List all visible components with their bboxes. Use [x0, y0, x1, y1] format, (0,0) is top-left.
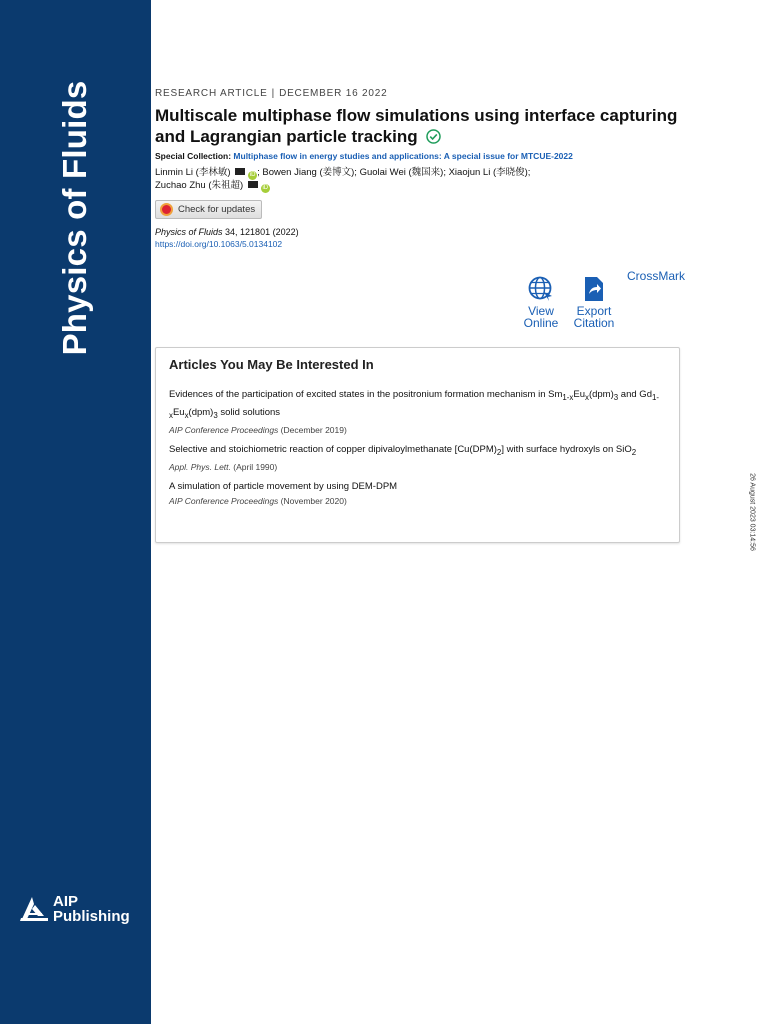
aip-publishing-logo[interactable]	[18, 894, 130, 924]
author-zhu-zuchao[interactable]: Zuchao Zhu (朱祖超)	[155, 180, 244, 191]
article-title: Multiscale multiphase flow simulations using interface capturing and Lagrangian particle tracking	[155, 106, 678, 146]
collection-link[interactable]: Multiphase flow in energy studies and applications: A special issue for MTCUE-2022	[233, 151, 573, 161]
author-list	[155, 167, 685, 193]
related-item-title[interactable]: A simulation of particle movement by using DEM-DPM	[169, 480, 398, 492]
related-item[interactable]	[169, 479, 666, 506]
globe-icon	[528, 276, 554, 302]
related-heading: Articles You May Be Interested In	[169, 357, 374, 372]
related-item[interactable]	[169, 442, 666, 472]
check-for-updates-button[interactable]	[155, 200, 262, 219]
citation-journal: Physics of Fluids	[155, 227, 223, 237]
related-item-title[interactable]: Selective and stoichiometric reaction of copper dipivaloylmethanate $[Cu(DPM)_2]$ with surface hydroxyls on SiO$_2$	[169, 443, 637, 457]
aip-logo-line1: AIP	[53, 893, 79, 910]
related-item[interactable]	[169, 387, 666, 435]
author-li-linmin[interactable]: Linmin Li (李林敏)	[155, 167, 231, 178]
citation-details: 34, 121801 (2022)	[222, 227, 299, 237]
aip-logo-icon	[18, 895, 50, 923]
aip-logo-line2: Publishing	[53, 908, 130, 925]
related-item-source	[169, 496, 666, 506]
special-collection	[155, 151, 685, 161]
journal-name: Physics of Fluids	[56, 80, 93, 356]
related-item-source	[169, 425, 666, 435]
export-citation-line1: Export	[576, 304, 612, 318]
related-source-journal: AIP Conference Proceedings	[169, 495, 279, 506]
view-online-button[interactable]	[521, 276, 561, 329]
check-updates-label: Check for updates	[178, 204, 256, 215]
mail-icon[interactable]	[235, 168, 245, 175]
update-badge-icon	[160, 203, 173, 216]
journal-sidebar	[0, 0, 151, 1024]
article-title-block	[155, 105, 685, 149]
related-source-journal: Appl. Phys. Lett.	[169, 461, 231, 472]
related-source-journal: AIP Conference Proceedings	[169, 424, 279, 435]
export-citation-line2: Citation	[573, 316, 615, 330]
meta-separator: |	[271, 88, 276, 99]
related-source-date: (December 2019)	[278, 424, 347, 435]
doi-link[interactable]: https://doi.org/10.1063/5.0134102	[155, 239, 283, 249]
export-icon	[583, 276, 605, 302]
verified-check-icon[interactable]	[426, 128, 441, 149]
related-source-date: (November 2020)	[278, 495, 347, 506]
orcid-icon[interactable]: iD	[249, 172, 256, 178]
related-articles-box	[155, 347, 680, 543]
citation-line	[155, 227, 685, 237]
download-timestamp: 26 August 2023 03:14:56	[748, 473, 756, 551]
article-type: RESEARCH ARTICLE	[155, 88, 268, 99]
export-citation-button[interactable]	[572, 276, 616, 329]
related-item-title[interactable]: Evidences of the participation of excited states in the positronium formation mechanism in $Sm_{1-x}Eu_x(dpm)_3$ and $Gd_{1-x}Eu_x(dpm)_3$ solid solutions	[169, 389, 660, 420]
article-date: DECEMBER 16 2022	[279, 88, 388, 99]
mail-icon[interactable]	[248, 181, 258, 188]
article-header	[155, 88, 685, 249]
authors-rest[interactable]: ; Bowen Jiang (姜博文); Guolai Wei (魏国来); Xiaojun Li (李晓俊);	[257, 167, 531, 178]
article-meta	[155, 88, 685, 99]
related-item-source	[169, 462, 666, 472]
view-online-line1: View	[528, 304, 554, 318]
collection-label: Special Collection:	[155, 151, 232, 161]
orcid-icon[interactable]: iD	[262, 185, 269, 191]
related-source-date: (April 1990)	[230, 461, 278, 472]
crossmark-link[interactable]: CrossMark	[627, 269, 686, 283]
view-online-line2: Online	[523, 316, 559, 330]
